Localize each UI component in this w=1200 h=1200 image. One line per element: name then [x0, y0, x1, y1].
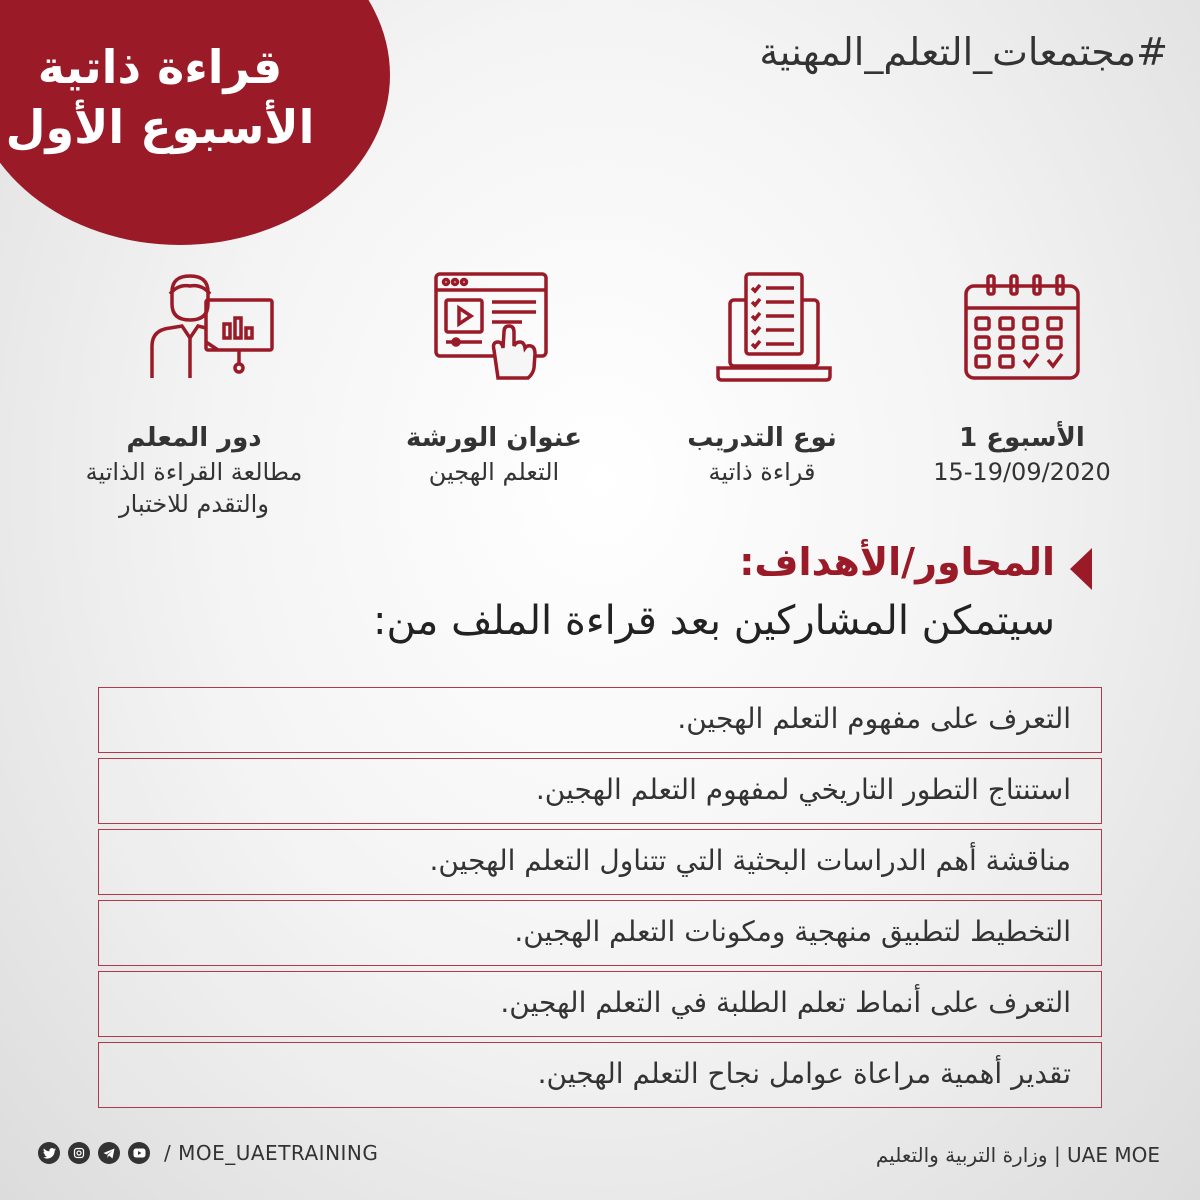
- youtube-icon[interactable]: [128, 1142, 150, 1164]
- week-title: الأسبوع 1: [959, 423, 1085, 453]
- training-type-title: نوع التدريب: [687, 423, 837, 453]
- teacher-role-title: دور المعلم: [126, 423, 262, 453]
- workshop-title-value: التعلم الهجين: [428, 458, 560, 486]
- week-dates: 15-19/09/2020: [933, 458, 1111, 486]
- hashtag: #مجتمعات_التعلم_المهنية: [759, 30, 1168, 74]
- training-type-column: [622, 420, 902, 488]
- badge-line-2: الأسبوع الأول: [5, 100, 315, 154]
- instagram-icon[interactable]: [68, 1142, 90, 1164]
- goal-item: تقدير أهمية مراعاة عوامل نجاح التعلم الهجين.: [98, 1042, 1102, 1108]
- badge-title: [0, 38, 320, 158]
- video-click-icon: [432, 270, 556, 382]
- twitter-icon[interactable]: [38, 1142, 60, 1164]
- teacher-role-column: [54, 420, 334, 520]
- ministry-label: وزارة التربية والتعليم | UAE MOE: [875, 1143, 1160, 1167]
- laptop-checklist-icon: [716, 270, 832, 384]
- social-links: [38, 1141, 378, 1165]
- teacher-role-line-1: مطالعة القراءة الذاتية: [85, 458, 303, 486]
- training-type-value: قراءة ذاتية: [708, 458, 816, 486]
- telegram-icon[interactable]: [98, 1142, 120, 1164]
- week-column: [882, 420, 1162, 488]
- workshop-title-column: [354, 420, 634, 488]
- teacher-role-line-2: والتقدم للاختبار: [119, 490, 269, 518]
- goals-subheading: سيتمكن المشاركين بعد قراءة الملف من:: [373, 598, 1055, 644]
- badge-line-1: قراءة ذاتية: [37, 40, 283, 94]
- goals-arrow-icon: [1070, 548, 1092, 590]
- social-handle: / MOE_UAETRAINING: [164, 1141, 379, 1165]
- goal-item: التخطيط لتطبيق منهجية ومكونات التعلم الهجين.: [98, 900, 1102, 966]
- workshop-title-label: عنوان الورشة: [405, 423, 583, 453]
- calendar-icon: [962, 272, 1082, 382]
- goal-item: استنتاج التطور التاريخي لمفهوم التعلم الهجين.: [98, 758, 1102, 824]
- goal-item: التعرف على أنماط تعلم الطلبة في التعلم الهجين.: [98, 971, 1102, 1037]
- teacher-presentation-icon: [148, 270, 278, 382]
- goal-item: التعرف على مفهوم التعلم الهجين.: [98, 687, 1102, 753]
- goal-item: مناقشة أهم الدراسات البحثية التي تتناول التعلم الهجين.: [98, 829, 1102, 895]
- goals-heading: المحاور/الأهداف:: [739, 540, 1055, 584]
